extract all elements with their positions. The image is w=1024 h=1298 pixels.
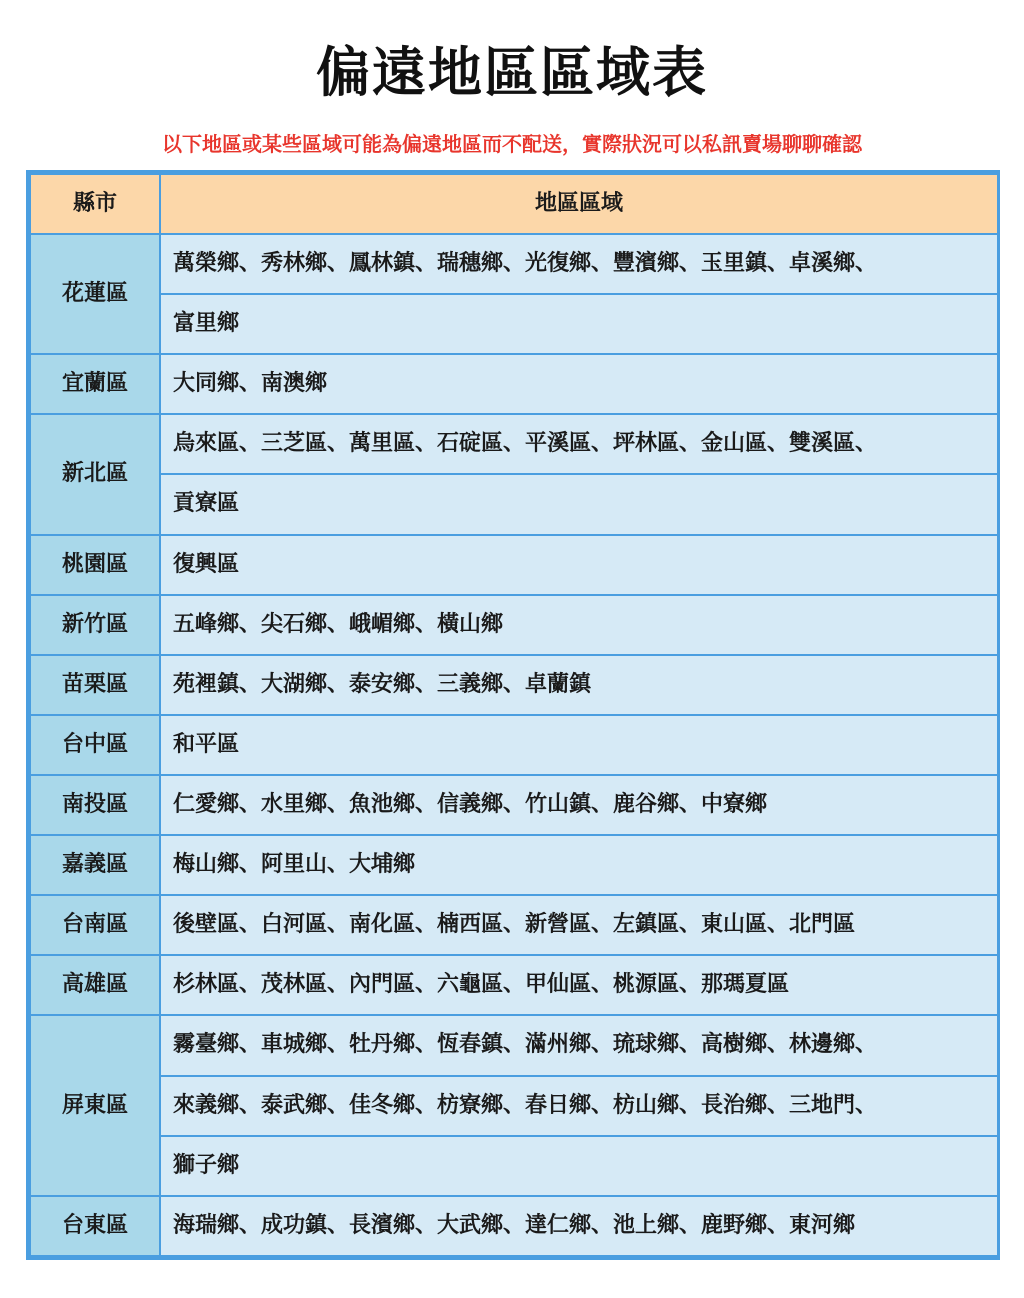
table-row (30, 835, 998, 895)
area-cell: 來義鄉、泰武鄉、佳冬鄉、枋寮鄉、春日鄉、枋山鄉、長治鄉、三地門、 (160, 1076, 998, 1136)
table-row (30, 1196, 998, 1256)
area-cell: 杉林區、茂林區、內門區、六龜區、甲仙區、桃源區、那瑪夏區 (160, 955, 998, 1015)
table-row (30, 294, 998, 354)
area-cell: 梅山鄉、阿里山、大埔鄉 (160, 835, 998, 895)
notice-text: 以下地區或某些區域可能為偏遠地區而不配送，實際狀況可以私訊賣場聊聊確認 (162, 132, 862, 156)
county-cell: 屏東區 (30, 1015, 160, 1195)
table-row (30, 234, 998, 294)
table-row (30, 1015, 998, 1075)
table-row (30, 655, 998, 715)
table-row (30, 474, 998, 534)
table-header-row (30, 174, 998, 234)
area-cell: 貢寮區 (160, 474, 998, 534)
table-row (30, 955, 998, 1015)
area-cell: 大同鄉、南澳鄉 (160, 354, 998, 414)
page-title: 偏遠地區區域表 (316, 41, 708, 104)
table-row (30, 1136, 998, 1196)
header-area: 地區區域 (160, 174, 998, 234)
area-cell: 苑裡鎮、大湖鄉、泰安鄉、三義鄉、卓蘭鎮 (160, 655, 998, 715)
table-row (30, 535, 998, 595)
table-row (30, 354, 998, 414)
county-cell: 台中區 (30, 715, 160, 775)
area-cell: 後壁區、白河區、南化區、楠西區、新營區、左鎮區、東山區、北門區 (160, 895, 998, 955)
county-cell: 新北區 (30, 414, 160, 534)
table-row (30, 1076, 998, 1136)
county-cell: 花蓮區 (30, 234, 160, 354)
area-cell: 富里鄉 (160, 294, 998, 354)
county-cell: 台東區 (30, 1196, 160, 1256)
table-body (30, 234, 998, 1256)
table-row (30, 595, 998, 655)
area-cell: 五峰鄉、尖石鄉、峨嵋鄉、橫山鄉 (160, 595, 998, 655)
county-cell: 新竹區 (30, 595, 160, 655)
table-row (30, 895, 998, 955)
county-cell: 嘉義區 (30, 835, 160, 895)
area-cell: 仁愛鄉、水里鄉、魚池鄉、信義鄉、竹山鎮、鹿谷鄉、中寮鄉 (160, 775, 998, 835)
county-cell: 台南區 (30, 895, 160, 955)
county-cell: 高雄區 (30, 955, 160, 1015)
area-cell: 獅子鄉 (160, 1136, 998, 1196)
header-county: 縣市 (30, 174, 160, 234)
area-cell: 海瑞鄉、成功鎮、長濱鄉、大武鄉、達仁鄉、池上鄉、鹿野鄉、東河鄉 (160, 1196, 998, 1256)
county-cell: 桃園區 (30, 535, 160, 595)
county-cell: 宜蘭區 (30, 354, 160, 414)
table-row (30, 414, 998, 474)
table-row (30, 775, 998, 835)
area-cell: 復興區 (160, 535, 998, 595)
remote-area-table-container (26, 170, 1000, 1260)
area-cell: 萬榮鄉、秀林鄉、鳳林鎮、瑞穗鄉、光復鄉、豐濱鄉、玉里鎮、卓溪鄉、 (160, 234, 998, 294)
area-cell: 霧臺鄉、車城鄉、牡丹鄉、恆春鎮、滿州鄉、琉球鄉、高樹鄉、林邊鄉、 (160, 1015, 998, 1075)
county-cell: 南投區 (30, 775, 160, 835)
county-cell: 苗栗區 (30, 655, 160, 715)
remote-area-table (29, 173, 999, 1257)
area-cell: 烏來區、三芝區、萬里區、石碇區、平溪區、坪林區、金山區、雙溪區、 (160, 414, 998, 474)
area-cell: 和平區 (160, 715, 998, 775)
table-row (30, 715, 998, 775)
